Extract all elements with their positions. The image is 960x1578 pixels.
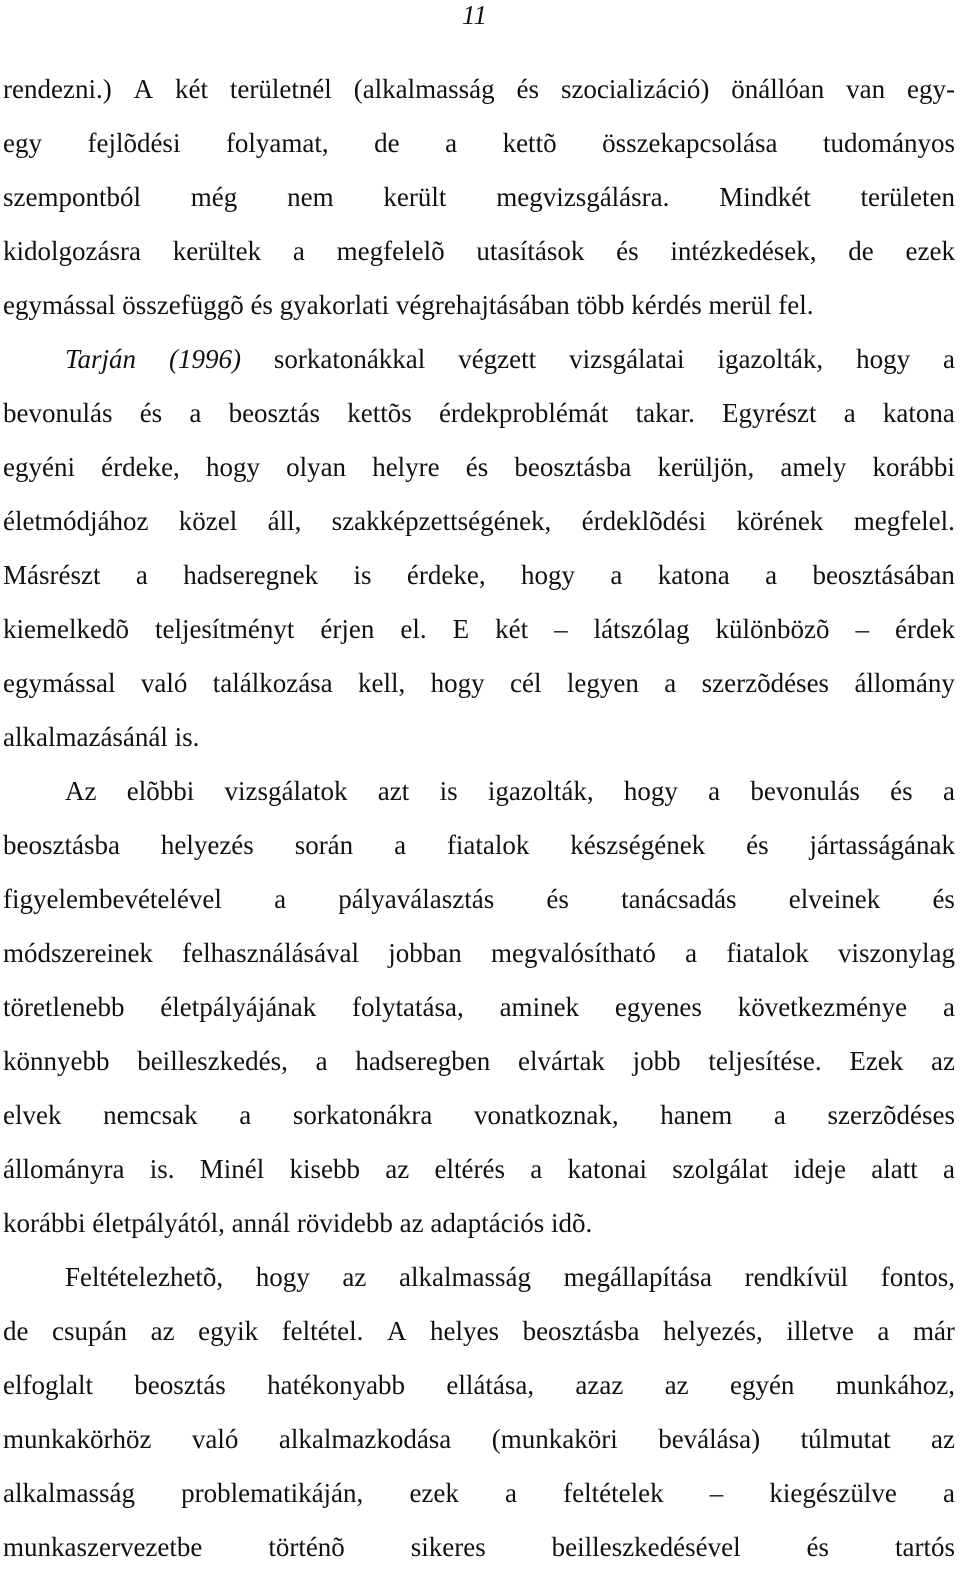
- page-number: 11: [462, 0, 487, 30]
- word: fiatalok: [446, 830, 530, 860]
- word: hogy: [205, 452, 260, 482]
- word: azaz: [575, 1370, 624, 1400]
- text-line: [3, 822, 955, 876]
- word: beosztásba: [3, 830, 120, 860]
- word: kell,: [358, 668, 406, 698]
- word: és: [139, 398, 163, 428]
- text-line: [3, 930, 955, 984]
- word: azt: [377, 776, 410, 806]
- word: és: [746, 830, 769, 860]
- text-line: [3, 1416, 955, 1470]
- word: beilleszkedésével: [551, 1532, 741, 1562]
- word: egyenes: [614, 992, 702, 1022]
- word: Egyrészt: [722, 398, 817, 428]
- text-line: egymással összefüggõ és gyakorlati végrehajtásában több kérdés merül fel.: [3, 290, 814, 320]
- word: jobban: [388, 938, 462, 968]
- word: könnyebb: [3, 1046, 110, 1076]
- text-line: [3, 336, 955, 390]
- word: bevonulás: [750, 776, 860, 806]
- word: életmódjához: [3, 506, 149, 536]
- word: még: [190, 182, 238, 212]
- word: a: [189, 398, 202, 428]
- word: vizsgálatai: [569, 344, 685, 374]
- word: hogy: [856, 344, 911, 374]
- word: során: [294, 830, 354, 860]
- word: folytatása,: [352, 992, 464, 1022]
- word: szerzõdéses: [827, 1100, 955, 1130]
- word: a: [942, 776, 955, 806]
- text-line: [3, 552, 955, 606]
- citation-author: Tarján: [65, 344, 137, 374]
- word: intézkedések,: [670, 236, 817, 266]
- word: a: [664, 668, 677, 698]
- text-line: [3, 1308, 955, 1362]
- word: amely: [780, 452, 847, 482]
- word: hogy: [623, 776, 678, 806]
- word: fejlõdési: [87, 128, 181, 158]
- word: közel: [178, 506, 238, 536]
- text-line: [3, 120, 955, 174]
- word: egyén: [729, 1370, 795, 1400]
- word: hogy: [430, 668, 485, 698]
- word: két: [174, 74, 208, 104]
- text-line: korábbi életpályától, annál rövidebb az adaptációs idõ.: [3, 1208, 593, 1238]
- word: a: [685, 938, 698, 968]
- word: végzett: [458, 344, 537, 374]
- text-line: [3, 660, 955, 714]
- word: a: [942, 344, 955, 374]
- word: hogy: [255, 1262, 310, 1292]
- word: körének: [736, 506, 824, 536]
- word: a: [445, 128, 458, 158]
- word: csupán: [52, 1316, 128, 1346]
- text-line: [3, 1470, 955, 1524]
- word: és: [932, 884, 955, 914]
- word: de: [374, 128, 400, 158]
- word: megfelelõ: [336, 236, 445, 266]
- word: is: [353, 560, 372, 590]
- word: beosztás: [134, 1370, 226, 1400]
- word: beosztásában: [812, 560, 955, 590]
- word: érdeke,: [101, 452, 180, 482]
- word: fiatalok: [726, 938, 809, 968]
- word: állományra: [3, 1154, 125, 1184]
- word: a: [942, 1478, 955, 1508]
- text-line: [3, 606, 955, 660]
- word: aminek: [499, 992, 580, 1022]
- word: kiemelkedõ: [3, 614, 129, 644]
- word: túlmutat: [800, 1424, 891, 1454]
- word: rendkívül: [744, 1262, 849, 1292]
- word: készségének: [570, 830, 706, 860]
- word: megfelel.: [853, 506, 955, 536]
- word: kettõs: [347, 398, 412, 428]
- word: látszólag: [593, 614, 690, 644]
- word: egyéni: [3, 452, 75, 482]
- word: fontos,: [880, 1262, 955, 1292]
- word: és: [890, 776, 913, 806]
- word: feltétel.: [281, 1316, 364, 1346]
- word: a: [942, 992, 955, 1022]
- word: hogy: [520, 560, 575, 590]
- word: egy-: [907, 74, 955, 104]
- word: elfoglalt: [3, 1370, 93, 1400]
- word: érdeke,: [406, 560, 486, 590]
- word: töretlenebb: [3, 992, 125, 1022]
- word: alkalmasság: [398, 1262, 531, 1292]
- text-line: [3, 1038, 955, 1092]
- word: feltételek: [563, 1478, 664, 1508]
- word: hadseregnek: [183, 560, 319, 590]
- word: alatt: [871, 1154, 918, 1184]
- word: takar.: [635, 398, 695, 428]
- word: szempontból: [3, 182, 141, 212]
- word: szakképzettségének,: [331, 506, 552, 536]
- word: helyezés: [160, 830, 254, 860]
- word: is.: [149, 1154, 175, 1184]
- word: ellátása,: [446, 1370, 535, 1400]
- word: tartós: [894, 1532, 955, 1562]
- word: is: [439, 776, 458, 806]
- word: munkakörhöz: [3, 1424, 152, 1454]
- word: az: [385, 1154, 410, 1184]
- word: (alkalmasság: [353, 74, 495, 104]
- citation-year: (1996): [168, 344, 241, 374]
- text-line: [3, 444, 955, 498]
- word: megvalósítható: [490, 938, 656, 968]
- word: a: [394, 830, 407, 860]
- word: ezek: [905, 236, 955, 266]
- word: szerzõdéses: [701, 668, 830, 698]
- word: Minél: [199, 1154, 265, 1184]
- word: kettõ: [502, 128, 557, 158]
- word: Az: [65, 776, 97, 806]
- word: kerüljön,: [657, 452, 755, 482]
- word: önállóan: [731, 74, 825, 104]
- word: munkaszervezetbe: [3, 1532, 203, 1562]
- word: bevonulás: [3, 398, 113, 428]
- word: került: [383, 182, 447, 212]
- word: ideje: [793, 1154, 846, 1184]
- word: E: [452, 614, 470, 644]
- word: megvizsgálásra.: [496, 182, 670, 212]
- word: a: [843, 398, 856, 428]
- text-line: [3, 768, 955, 822]
- word: elvártak: [517, 1046, 605, 1076]
- word: való: [191, 1424, 239, 1454]
- word: jártasságának: [809, 830, 955, 860]
- word: állomány: [854, 668, 955, 698]
- word: van: [846, 74, 886, 104]
- word: a: [315, 1046, 328, 1076]
- word: igazolták,: [717, 344, 824, 374]
- text-line: [3, 1362, 955, 1416]
- word: kidolgozásra: [3, 236, 141, 266]
- word: Másrészt: [3, 560, 101, 590]
- word: egy: [3, 128, 42, 158]
- word: nem: [287, 182, 334, 212]
- text-line: alkalmazásánál is.: [3, 722, 200, 752]
- word: tudományos: [822, 128, 955, 158]
- text-line: [3, 1146, 955, 1200]
- word: folyamat,: [225, 128, 329, 158]
- word: kerültek: [172, 236, 262, 266]
- word: beilleszkedés,: [137, 1046, 288, 1076]
- word: jobb: [632, 1046, 681, 1076]
- word: találkozása: [212, 668, 333, 698]
- word: sikeres: [410, 1532, 486, 1562]
- word: –: [855, 614, 869, 644]
- word: katona: [882, 398, 955, 428]
- word: –: [709, 1478, 724, 1508]
- word: utasítások: [476, 236, 585, 266]
- word: kiegészülve: [769, 1478, 897, 1508]
- text-line: [3, 1254, 955, 1308]
- word: szolgálat: [672, 1154, 769, 1184]
- word: érjen: [320, 614, 375, 644]
- word: a: [530, 1154, 543, 1184]
- word: beosztás: [228, 398, 321, 428]
- text-line: [3, 66, 955, 120]
- word: a: [505, 1478, 518, 1508]
- word: alkalmazkodása: [278, 1424, 452, 1454]
- text-line: [3, 174, 955, 228]
- word: pályaválasztás: [338, 884, 495, 914]
- word: a: [877, 1316, 890, 1346]
- word: vonatkoznak,: [473, 1100, 619, 1130]
- word: Ezek: [849, 1046, 904, 1076]
- word: és: [616, 236, 639, 266]
- word: katona: [657, 560, 730, 590]
- word: Feltételezhetõ,: [65, 1262, 224, 1292]
- word: az: [664, 1370, 689, 1400]
- word: elveinek: [788, 884, 881, 914]
- word: hadseregben: [355, 1046, 491, 1076]
- word: munkához,: [835, 1370, 955, 1400]
- word: tanácsadás: [621, 884, 737, 914]
- word: sorkatonákkal: [273, 344, 426, 374]
- word: a: [942, 1154, 955, 1184]
- word: helyre: [372, 452, 440, 482]
- word: beválása): [658, 1424, 761, 1454]
- word: módszereinek: [3, 938, 153, 968]
- text-line: [3, 984, 955, 1038]
- word: sorkatonákra: [292, 1100, 433, 1130]
- word: A: [133, 74, 154, 104]
- word: rendezni.): [3, 74, 112, 104]
- word: cél: [510, 668, 542, 698]
- word: területen: [860, 182, 955, 212]
- text-line: [3, 390, 955, 444]
- word: illetve: [786, 1316, 854, 1346]
- word: a: [773, 1100, 786, 1130]
- word: érdek: [894, 614, 955, 644]
- text-line: [3, 498, 955, 552]
- word: el.: [400, 614, 427, 644]
- word: és: [465, 452, 489, 482]
- word: hatékonyabb: [267, 1370, 406, 1400]
- word: területnél: [229, 74, 332, 104]
- body-text: [3, 66, 955, 1578]
- word: katonai: [567, 1154, 647, 1184]
- word: érdekproblémát: [438, 398, 609, 428]
- word: figyelembevételével: [3, 884, 222, 914]
- word: viszonylag: [837, 938, 955, 968]
- word: és: [806, 1532, 830, 1562]
- word: helyezés,: [663, 1316, 763, 1346]
- word: korábbi: [872, 452, 955, 482]
- word: a: [135, 560, 148, 590]
- word: áll,: [267, 506, 302, 536]
- word: életpályájának: [160, 992, 317, 1022]
- word: A: [386, 1316, 407, 1346]
- word: de: [848, 236, 874, 266]
- word: eltérés: [434, 1154, 505, 1184]
- word: a: [292, 236, 305, 266]
- word: kisebb: [289, 1154, 361, 1184]
- word: olyan: [286, 452, 347, 482]
- word: történõ: [268, 1532, 345, 1562]
- word: az: [150, 1316, 175, 1346]
- text-line: [3, 228, 955, 282]
- word: beosztásba: [514, 452, 632, 482]
- word: vizsgálatok: [224, 776, 348, 806]
- word: a: [274, 884, 287, 914]
- word: hanem: [660, 1100, 733, 1130]
- word: a: [610, 560, 623, 590]
- text-line: [3, 876, 955, 930]
- word: ezek: [409, 1478, 459, 1508]
- word: de: [3, 1316, 29, 1346]
- word: a: [239, 1100, 252, 1130]
- word: legyen: [566, 668, 639, 698]
- word: elõbbi: [126, 776, 195, 806]
- word: egyik: [198, 1316, 259, 1346]
- word: helyes: [430, 1316, 499, 1346]
- word: problematikáján,: [181, 1478, 364, 1508]
- word: egymással: [3, 668, 116, 698]
- word: alkalmasság: [3, 1478, 135, 1508]
- word: –: [554, 614, 568, 644]
- word: és: [516, 74, 540, 104]
- word: érdeklõdési: [581, 506, 707, 536]
- word: a: [765, 560, 778, 590]
- word: nemcsak: [103, 1100, 198, 1130]
- word: különbözõ: [715, 614, 830, 644]
- word: igazolták,: [487, 776, 594, 806]
- word: az: [342, 1262, 367, 1292]
- word: elvek: [3, 1100, 62, 1130]
- word: Mindkét: [719, 182, 811, 212]
- word: szocializáció): [560, 74, 710, 104]
- word: és: [546, 884, 569, 914]
- word: teljesítményt: [154, 614, 295, 644]
- word: megállapítása: [563, 1262, 712, 1292]
- word: teljesítése.: [708, 1046, 822, 1076]
- word: (munkaköri: [491, 1424, 618, 1454]
- word: beosztásba: [522, 1316, 640, 1346]
- word: az: [931, 1046, 955, 1076]
- word: felhasználásával: [182, 938, 360, 968]
- word: már: [912, 1316, 955, 1346]
- word: az: [931, 1424, 955, 1454]
- word: a: [708, 776, 721, 806]
- word: való: [140, 668, 188, 698]
- word: két: [495, 614, 529, 644]
- word: összekapcsolása: [602, 128, 778, 158]
- text-line: [3, 1092, 955, 1146]
- word: következménye: [737, 992, 908, 1022]
